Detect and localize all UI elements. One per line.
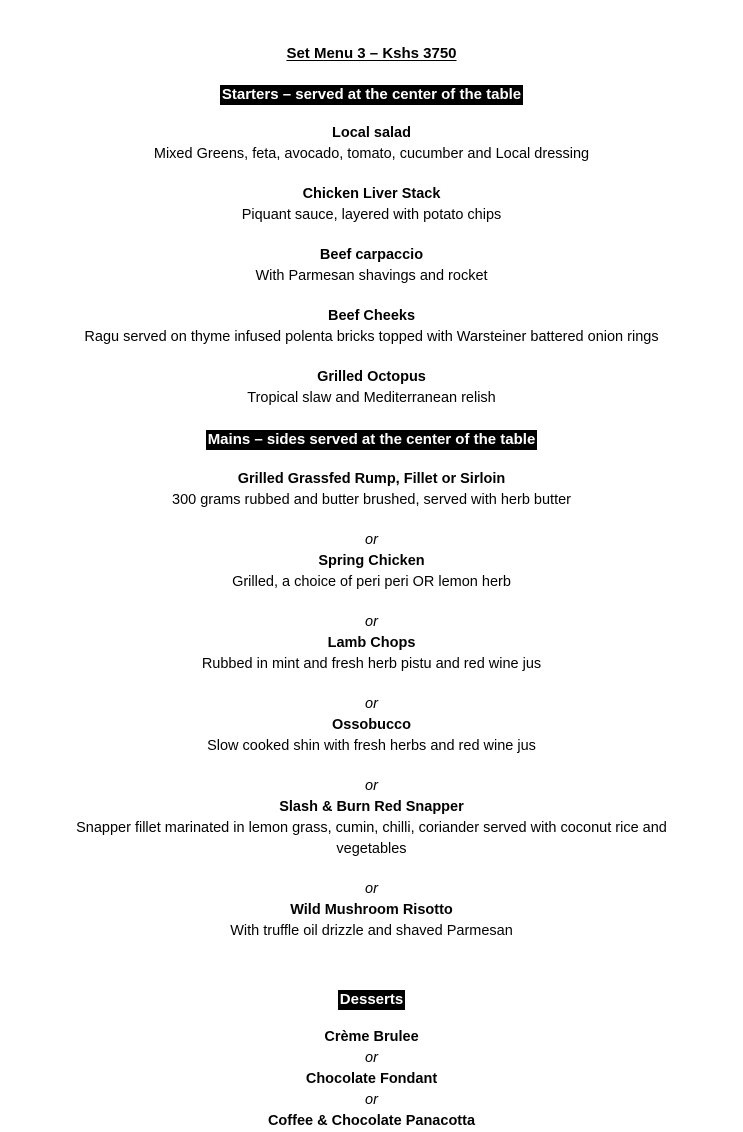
section-header-mains-label: Mains – sides served at the center of the table [207,431,536,449]
or-separator: or [365,613,378,630]
menu-item-description: With Parmesan shavings and rocket [255,268,488,285]
menu-item-creme-brulee: Crème Brulee [324,1028,419,1045]
menu-item-spring-chicken [40,551,703,593]
menu-item-description: Ragu served on thyme infused polenta bricks topped with Warsteiner battered onion rings [84,329,659,346]
menu-item-name: Beef Cheeks [327,308,416,325]
menu-item-description: Piquant sauce, layered with potato chips [241,207,502,224]
desserts-list [40,1010,703,1132]
or-separator: or [365,881,378,898]
section-header-desserts [40,942,703,1010]
menu-item-grilled-grassfed-rump [40,450,703,511]
menu-item-description: Snapper fillet marinated in lemon grass, cumin, chilli, coriander served with coconut rice and vegetables [76,820,667,858]
menu-item-description: Tropical slaw and Mediterranean relish [247,390,496,407]
section-header-starters [40,64,703,105]
menu-item-coffee-chocolate-panacotta: Coffee & Chocolate Panacotta [267,1112,476,1129]
menu-item-name: Slash & Burn Red Snapper [279,799,464,816]
menu-item-name: Ossobucco [332,717,411,734]
menu-item-beef-cheeks [40,287,703,348]
menu-item-name: Beef carpaccio [319,247,424,264]
menu-item-description: 300 grams rubbed and butter brushed, served with herb butter [172,491,571,508]
menu-item-description: Grilled, a choice of peri peri OR lemon herb [232,573,511,590]
menu-item-wild-mushroom-risotto [40,900,703,942]
menu-item-name: Local salad [332,125,411,142]
menu-item-description: Mixed Greens, feta, avocado, tomato, cucumber and Local dressing [153,146,590,163]
menu-item-chicken-liver-stack [40,165,703,226]
or-separator: or [365,1049,378,1066]
or-separator: or [365,1091,378,1108]
page-title-text: Set Menu 3 – Kshs 3750 [286,45,457,62]
menu-item-description: Rubbed in mint and fresh herb pistu and red wine jus [201,656,542,673]
menu-item-name: Grilled Grassfed Rump, Fillet or Sirloin [237,470,506,487]
menu-item-name: Spring Chicken [318,552,425,569]
menu-item-name: Grilled Octopus [317,369,426,386]
or-separator: or [365,531,378,548]
menu-item-beef-carpaccio [40,226,703,287]
menu-item-grilled-octopus [40,348,703,409]
menu-item-name: Lamb Chops [327,635,416,651]
menu-item-name: Chicken Liver Stack [302,186,441,203]
or-separator: or [365,778,378,795]
page-title [40,0,703,64]
section-header-starters-label: Starters – served at the center of the table [221,85,522,103]
section-header-mains [40,409,703,450]
menu-item-description: Slow cooked shin with fresh herbs and red wine jus [207,738,536,755]
menu-item-ossobucco [40,715,703,757]
menu-item-chocolate-fondant: Chocolate Fondant [305,1070,438,1087]
menu-item-name: Wild Mushroom Risotto [290,902,453,919]
or-separator: or [365,696,378,713]
menu-item-local-salad [40,104,703,165]
section-header-desserts-label: Desserts [339,991,404,1009]
menu-item-slash-burn-red-snapper [40,797,703,860]
menu-item-description: With truffle oil drizzle and shaved Parmesan [230,923,513,940]
menu-item-lamb-chops [40,633,703,675]
